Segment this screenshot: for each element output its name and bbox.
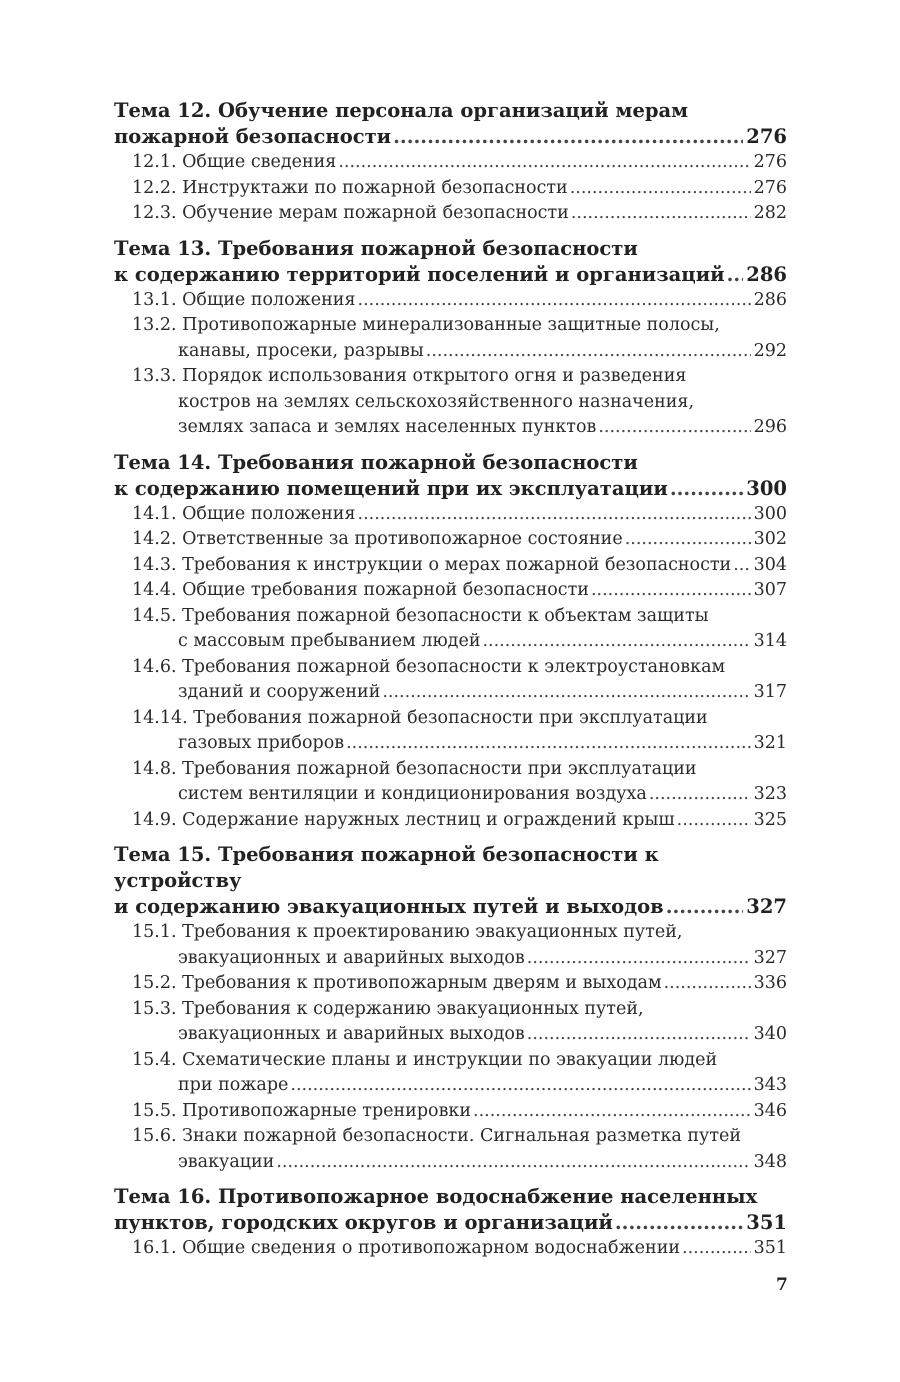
toc-entry[interactable] [114, 920, 787, 971]
toc-entry-line [132, 1150, 787, 1176]
toc-entry-line [132, 1099, 787, 1125]
topic-title[interactable] [114, 236, 787, 288]
dot-leader [733, 553, 750, 579]
dot-leader [358, 502, 751, 528]
toc-entry-line [132, 946, 787, 972]
toc-entry-line [132, 1073, 787, 1099]
page-ref: 276 [753, 177, 787, 198]
toc-entry[interactable] [114, 997, 787, 1048]
page-ref: 276 [753, 152, 787, 172]
toc-entry-line [132, 680, 787, 706]
dot-leader [571, 201, 751, 227]
topic-title-line1: Тема 14. Требования пожарной безопасности [114, 450, 638, 474]
entry-text: систем вентиляции и кондиционирования воздуха [178, 784, 647, 804]
toc-entry-line [132, 971, 787, 997]
toc-entry-line [132, 201, 787, 227]
page-ref: 304 [753, 554, 787, 575]
toc-entry-line [132, 150, 787, 176]
dot-leader [527, 1022, 751, 1048]
toc-entry[interactable] [114, 553, 787, 579]
topic-title-line1: Тема 12. Обучение персонала организаций мерам [114, 99, 689, 122]
toc-entry[interactable] [114, 313, 787, 364]
page-ref: 323 [753, 784, 787, 804]
toc-entry-line [132, 527, 787, 553]
topic-title-text: и содержанию эвакуационных путей и выходов [114, 895, 664, 918]
toc-entry-line [132, 808, 787, 834]
toc-entry-line [132, 578, 787, 604]
entry-text-line: 15.6. Знаки пожарной безопасности. Сигнальная разметка путей [132, 1126, 742, 1146]
topic-title-text: к содержанию помещений при их эксплуатации [114, 476, 668, 500]
page-ref: 282 [753, 203, 787, 223]
toc-entry[interactable] [114, 971, 787, 997]
dot-leader [338, 150, 750, 176]
dot-leader [666, 894, 744, 920]
toc-title-line [114, 124, 787, 150]
topic-title[interactable] [114, 1184, 787, 1236]
page-ref: 302 [753, 529, 787, 549]
page-ref: 351 [746, 1211, 787, 1234]
dot-leader [393, 124, 743, 150]
toc-entry-line [132, 731, 787, 757]
table-of-contents [114, 98, 787, 1271]
toc-entry[interactable] [114, 1236, 787, 1262]
toc-title-line [114, 1210, 787, 1236]
entry-text: 14.3. Требования к инструкции о мерах пожарной безопасности [132, 554, 732, 575]
toc-topic [114, 1184, 787, 1262]
toc-entry-line [132, 415, 787, 441]
topic-title-line1: Тема 13. Требования пожарной безопасности [114, 236, 638, 260]
page-ref: 300 [746, 476, 787, 500]
toc-title-line [114, 894, 787, 920]
entry-text: газовых приборов [178, 733, 345, 753]
entry-text-line: костров на землях сельскохозяйственного назначения, [178, 391, 695, 412]
entry-text-line: 14.8. Требования пожарной безопасности при эксплуатации [132, 758, 697, 779]
entry-text: 15.5. Противопожарные тренировки [132, 1100, 472, 1121]
dot-leader [426, 339, 751, 365]
dot-leader [570, 176, 751, 202]
topic-title-text: к содержанию территорий поселений и организаций [114, 262, 725, 286]
topic-title-line1: Тема 16. Противопожарное водоснабжение населенных [114, 1185, 758, 1208]
page-ref: 351 [753, 1238, 787, 1258]
dot-leader [276, 1150, 750, 1176]
toc-entry-line [132, 1236, 787, 1262]
page-ref: 340 [753, 1024, 787, 1044]
dot-leader [358, 288, 751, 314]
entry-text-line: 15.4. Схематические планы и инструкции по эвакуации людей [132, 1049, 718, 1070]
entry-text: 14.4. Общие требования пожарной безопасности [132, 580, 589, 600]
page-ref: 292 [753, 340, 787, 361]
toc-entry-line [132, 176, 787, 202]
toc-entry[interactable] [114, 364, 787, 441]
dot-leader [290, 1073, 750, 1099]
toc-entry[interactable] [114, 655, 787, 706]
topic-title-text: пожарной безопасности [114, 125, 392, 148]
toc-entry[interactable] [114, 1048, 787, 1099]
entry-text: 13.1. Общие положения [132, 289, 356, 310]
toc-entry[interactable] [114, 502, 787, 528]
entry-text-line: 13.3. Порядок использования открытого огня и разведения [132, 366, 687, 386]
entry-text: 16.1. Общие сведения о противопожарном водоснабжении [132, 1238, 681, 1258]
dot-leader [727, 262, 744, 288]
toc-entry-line [132, 339, 787, 365]
page-ref: 286 [746, 262, 787, 286]
toc-entry[interactable] [114, 176, 787, 202]
toc-topic [114, 98, 787, 227]
dot-leader [625, 527, 751, 553]
topic-title-text: пунктов, городских округов и организаций [114, 1211, 613, 1234]
dot-leader [527, 946, 751, 972]
page-ref: 286 [753, 289, 787, 310]
entry-text-line: 13.2. Противопожарные минерализованные защитные полосы, [132, 315, 720, 335]
page-ref: 300 [753, 503, 787, 524]
page-number: 7 [776, 1275, 788, 1295]
toc-entry[interactable] [114, 150, 787, 176]
dot-leader [346, 731, 751, 757]
entry-text: эвакуационных и аварийных выходов [178, 947, 525, 968]
entry-text-line: 15.3. Требования к содержанию эвакуационных путей, [132, 998, 644, 1019]
entry-text: эвакуационных и аварийных выходов [178, 1024, 525, 1044]
entry-text: 15.2. Требования к противопожарным дверям и выходам [132, 973, 662, 993]
entry-text: 14.1. Общие положения [132, 503, 356, 524]
toc-title-line [114, 262, 787, 288]
dot-leader [670, 476, 743, 502]
page-ref: 296 [753, 417, 787, 437]
page-ref: 346 [753, 1100, 787, 1121]
page-ref: 343 [753, 1075, 787, 1095]
toc-entry[interactable] [114, 288, 787, 314]
dot-leader [473, 1099, 751, 1125]
dot-leader [591, 578, 751, 604]
toc-entry-line [132, 1022, 787, 1048]
toc-entry-line [132, 553, 787, 579]
topic-title[interactable] [114, 450, 787, 502]
dot-leader [682, 1236, 751, 1262]
toc-entry[interactable] [114, 1124, 787, 1175]
page-ref: 336 [753, 973, 787, 993]
entry-text-line: 14.14. Требования пожарной безопасности при эксплуатации [132, 707, 708, 728]
toc-entry[interactable] [114, 706, 787, 757]
entry-text: с массовым пребыванием людей [178, 631, 481, 651]
entry-text-line: 15.1. Требования к проектированию эвакуационных путей, [132, 922, 683, 942]
page-ref: 327 [746, 895, 787, 918]
entry-text: 14.9. Содержание наружных лестниц и ограждений крыш [132, 809, 675, 830]
toc-entry[interactable] [114, 757, 787, 808]
toc-entry[interactable] [114, 1099, 787, 1125]
toc-entry-line [132, 629, 787, 655]
page-ref: 317 [753, 682, 787, 702]
entry-text: землях запаса и землях населенных пунктов [178, 417, 597, 437]
entry-text-line: 14.5. Требования пожарной безопасности к объектам защиты [132, 605, 709, 626]
entry-text: зданий и сооружений [178, 682, 381, 702]
dot-leader [598, 415, 750, 441]
entry-text: 12.1. Общие сведения [132, 152, 337, 172]
entry-text: 12.3. Обучение мерам пожарной безопасности [132, 203, 569, 223]
toc-entry-line [132, 502, 787, 528]
toc-title-line [114, 476, 787, 502]
entry-text: эвакуации [178, 1151, 275, 1172]
topic-title[interactable] [114, 842, 787, 920]
entry-text: 12.2. Инструктажи по пожарной безопасности [132, 177, 568, 198]
dot-leader [677, 808, 751, 834]
dot-leader [615, 1210, 743, 1236]
page-ref: 321 [753, 733, 787, 753]
entry-text: канавы, просеки, разрывы [178, 340, 424, 361]
dot-leader [382, 680, 750, 706]
dot-leader [649, 782, 751, 808]
dot-leader [482, 629, 750, 655]
toc-entry[interactable] [114, 578, 787, 604]
toc-entry-line [132, 288, 787, 314]
page-ref: 325 [753, 809, 787, 830]
page-ref: 314 [753, 631, 787, 651]
toc-topic [114, 842, 787, 1175]
page-ref: 348 [753, 1151, 787, 1172]
page-ref: 307 [753, 580, 787, 600]
entry-text-line: 14.6. Требования пожарной безопасности к электроустановкам [132, 656, 726, 677]
topic-title-line1: Тема 15. Требования пожарной безопасности к устройству [114, 843, 659, 892]
page-ref: 276 [746, 125, 787, 148]
toc-entry-line [132, 782, 787, 808]
toc-entry[interactable] [114, 527, 787, 553]
entry-text: 14.2. Ответственные за противопожарное состояние [132, 529, 623, 549]
page-ref: 327 [753, 947, 787, 968]
dot-leader [664, 971, 751, 997]
toc-entry[interactable] [114, 604, 787, 655]
toc-topic [114, 450, 787, 834]
toc-entry[interactable] [114, 808, 787, 834]
toc-topic [114, 236, 787, 441]
entry-text: при пожаре [178, 1075, 289, 1095]
toc-entry[interactable] [114, 201, 787, 227]
topic-title[interactable] [114, 98, 787, 150]
